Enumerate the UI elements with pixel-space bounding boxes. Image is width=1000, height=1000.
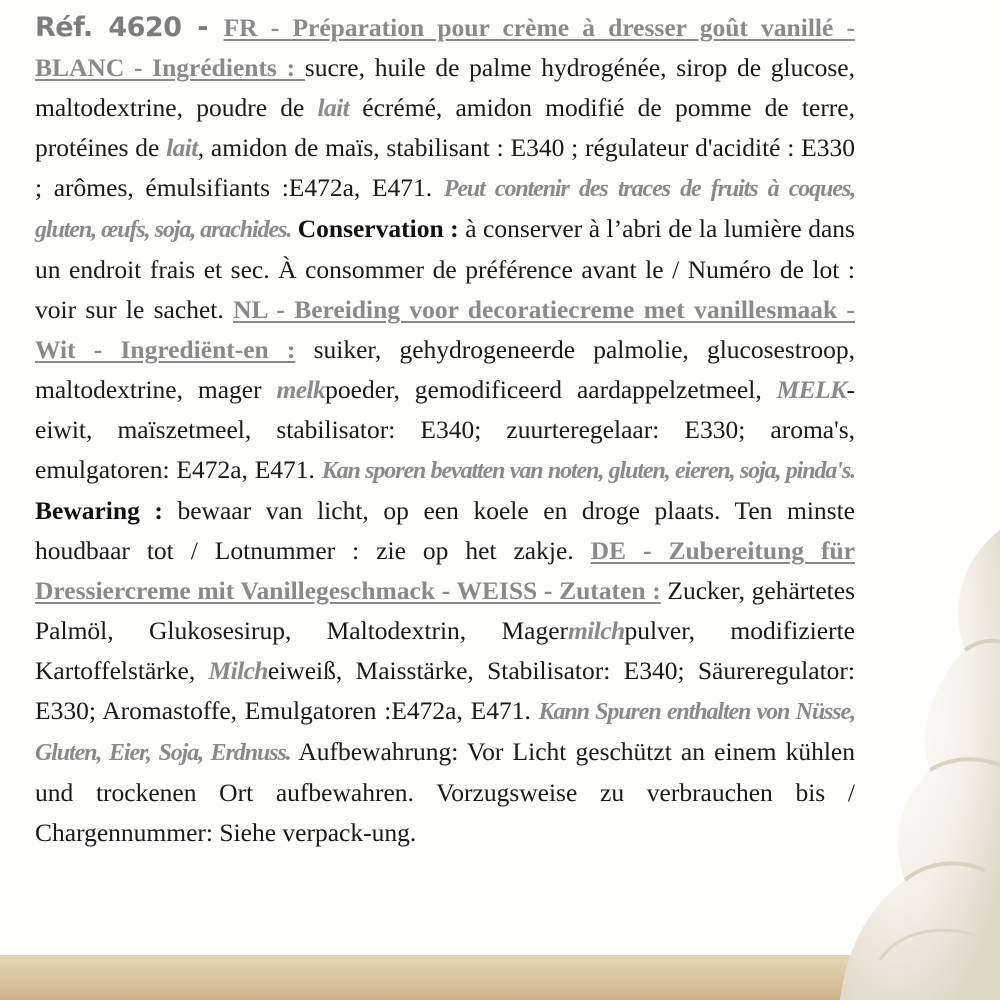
fr-conservation-label: Conservation : [291,214,459,243]
de-ingredients-2: pulver, modifizierte Kartoffelstärke, [35,616,855,685]
nl-ingredients-2: poeder, gemodificeerd aardappelzetmeel, [325,375,777,404]
de-conservation-text: Aufbewahrung: Vor Licht geschützt an einem kühlen und trockenen Ort aufbewahren. Vorzugsweise zu verbrauchen bis / Chargennummer: Siehe verpack-ung. [35,737,855,847]
nl-ingredients-1: suiker, gehydrogeneerde palmolie, glucosestroop, maltodextrine, mager [35,335,855,404]
fr-conservation-text: à conserver à l’abri de la lumière dans un endroit frais et sec. À consommer de préférence avant le / Numéro de lot : voir sur le sachet. [35,214,855,324]
nl-ingredients-3: -eiwit, maïszetmeel, stabilisator: E340; zuurteregelaar: E330; aroma's, emulgatoren: E472a, E471. [35,375,855,484]
nl-conservation-text: bewaar van licht, op een koele en droge plaats. Ten minste houdbaar tot / Lotnummer : zie op het zakje. [35,496,855,565]
fr-traces: Peut contenir des traces de fruits à coques, gluten, œufs, soja, arachides. [35,176,855,243]
nl-allergen-2: MELK [776,375,847,404]
reference-number: Réf. 4620 - [35,12,224,43]
fr-ingredients-1: sucre, huile de palme hydrogénée, sirop de glucose, maltodextrine, poudre de [35,53,856,122]
fr-allergen-2: lait [166,133,198,162]
de-ingredients-1: Zucker, gehärtetes Palmöl, Glukosesirup, Maltodextrin, Mager [35,576,856,645]
de-ingredients-3: eiweiß, Maisstärke, Stabilisator: E340; Säureregulator: E330; Aromastoffe, Emulgatoren :E472a, E471. [35,656,855,725]
de-heading: DE - Zubereitung für Dressiercreme mit Vanillegeschmack - WEISS - Zutaten : [35,536,855,605]
nl-allergen-1: melk [276,375,326,404]
nl-heading: NL - Bereiding voor decoratiecreme met vanillesmaak - Wit - Ingrediënt-en : [35,295,855,364]
fr-ingredients-2: écrémé, amidon modifié de pomme de terre, protéines de [35,93,855,162]
fr-ingredients-3: , amidon de maïs, stabilisant : E340 ; régulateur d'acidité : E330 ; arômes, émulsifiants :E472a, E471. [35,133,855,202]
nl-conservation-label: Bewaring : [35,496,163,525]
fr-allergen-1: lait [317,93,350,122]
de-allergen-1: milch [568,616,625,645]
nl-traces: Kan sporen bevatten van noten, gluten, eieren, soja, pinda's. [321,458,855,484]
fr-heading: FR - Préparation pour crème à dresser goût vanillé - BLANC - Ingrédients : [35,13,855,82]
ingredients-text [35,8,855,853]
de-allergen-2: Milch [208,656,268,685]
de-traces: Kann Spuren enthalten von Nüsse, Gluten, Eier, Soja, Erdnuss. [35,699,855,766]
